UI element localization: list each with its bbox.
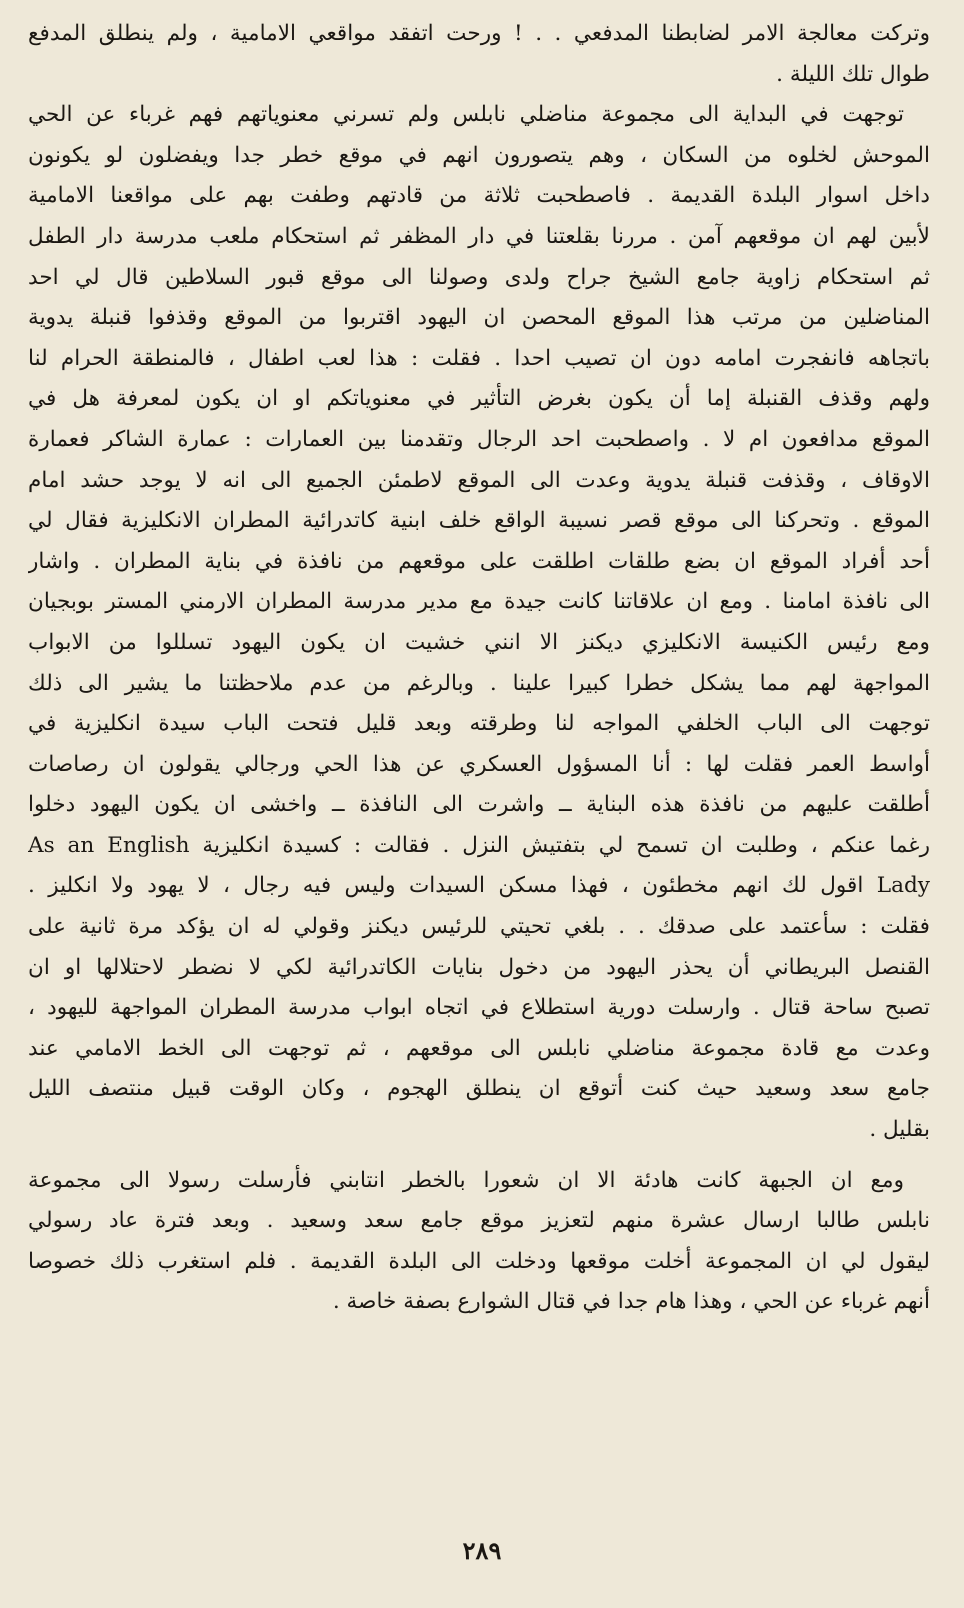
text-line: أنهم غرباء عن الحي ، وهذا هام جدا في قتال الشوارع بصفة خاصة . (332, 1289, 930, 1315)
text-line: الاوقاف ، وقذفت قنبلة يدوية وعدت الى الموقع لاطمئن الجميع الى انه لا يوجد حشد امام (28, 467, 930, 493)
text-line: داخل اسوار البلدة القديمة . فاصطحبت ثلاثة من قادتهم وطفت بهم على مواقعنا الامامية (28, 183, 930, 209)
text-line: طوال تلك الليلة . (776, 61, 930, 87)
text-line: المواجهة لهم مما يشكل خطرا كبيرا علينا . وبالرغم من عدم ملاحظتنا ما يشير الى ذلك (28, 670, 930, 696)
text-line: ثم استحكام زاوية جامع الشيخ جراح ولدى وصولنا الى موقع قبور السلاطين قال لي احد (28, 264, 930, 290)
page-number: ٢٨٩ (462, 1536, 502, 1565)
text-line: الموقع . وتحركنا الى موقع قصر نسيبة الواقع خلف ابنية كاتدرائية المطران الانكليزية فقال لي (28, 508, 930, 534)
text-line: توجهت في البداية الى مجموعة مناضلي نابلس ولم تسرني معنوياتهم فهم غرباء عن الحي (28, 102, 904, 128)
text-line: ليقول لي ان المجموعة أخلت موقعها ودخلت الى البلدة القديمة . فلم استغرب ذلك خصوصا (28, 1248, 930, 1274)
text-line: المناضلين من مرتب هذا الموقع المحصن ان اليهود اقتربوا من الموقع وقذفوا قنبلة يدوية (28, 305, 930, 331)
paragraph-spacer (28, 1151, 930, 1161)
text-line: القنصل البريطاني أن يحذر اليهود من دخول بنايات الكاتدرائية لكي لا نضطر لاحتلالها او ان (28, 954, 930, 980)
text-line: ومع ان الجبهة كانت هادئة الا ان شعورا بالخطر انتابني فأرسلت رسولا الى مجموعة (28, 1167, 904, 1193)
text-line: جامع سعد وسعيد حيث كنت أتوقع ان ينطلق الهجوم ، وكان الوقت قبيل منتصف الليل (28, 1076, 930, 1102)
text-line: الموقع مدافعون ام لا . واصطحبت احد الرجال وتقدمنا بين العمارات : عمارة الشاكر فعمارة (28, 426, 930, 452)
text-line: بقليل . (869, 1117, 930, 1143)
page-body-text (28, 14, 930, 1323)
text-line: الموحش لخلوه من السكان ، وهم يتصورون انهم في موقع خطر جدا ويفضلون لو يكونون (28, 142, 930, 168)
text-line: ولهم وقذف القنبلة إما أن يكون بغرض التأثير في معنوياتكم او ان يكون لمعرفة هل في (28, 386, 930, 412)
text-line: أحد أفراد الموقع ان بضع طلقات اطلقت على موقعهم من نافذة في بناية المطران . واشار (28, 548, 930, 574)
text-line: وتركت معالجة الامر لضابطنا المدفعي . . ! ورحت اتفقد مواقعي الامامية ، ولم ينطلق المدفع (28, 21, 930, 46)
text-line: نابلس طالبا ارسال عشرة منهم لتعزيز موقع جامع سعد وسعيد . وبعد فترة عاد رسولي (28, 1208, 930, 1234)
text-line: وعدت مع قادة مجموعة مناضلي نابلس الى موقعهم ، ثم توجهت الى الخط الامامي عند (28, 1035, 930, 1061)
text-line: باتجاهه فانفجرت امامه دون ان تصيب احدا . فقلت : هذا لعب اطفال ، فالمنطقة الحرام لنا (28, 345, 930, 371)
paragraph-3 (28, 1161, 930, 1323)
text-line: توجهت الى الباب الخلفي المواجه لنا وطرقته وبعد قليل فتحت الباب سيدة انكليزية في (28, 711, 930, 737)
text-line: أواسط العمر فقلت لها : أنا المسؤول العسكري عن هذا الحي ورجالي يقولون ان رصاصات (28, 751, 930, 777)
text-line: ومع رئيس الكنيسة الانكليزي ديكنز الا انني خشيت ان يكون اليهود تسللوا من الابواب (28, 629, 930, 655)
text-line: لأبين لهم ان موقعهم آمن . مررنا بقلعتنا في دار المظفر ثم استحكام ملعب مدرسة دار الطفل (28, 223, 930, 249)
paragraph-1 (28, 14, 930, 95)
text-line: تصبح ساحة قتال . وارسلت دورية استطلاع في اتجاه ابواب مدرسة المطران المواجهة لليهود ، (28, 995, 930, 1021)
paragraph-2 (28, 95, 930, 1150)
text-line: أطلقت عليهم من نافذة هذه البناية ــ واشرت الى النافذة ــ واخشى ان يكون اليهود دخلوا (28, 792, 930, 818)
text-line: فقلت : سأعتمد على صدقك . . بلغي تحيتي للرئيس ديكنز وقولي له ان يؤكد مرة ثانية على (28, 914, 930, 940)
text-line: الى نافذة امامنا . ومع ان علاقاتنا كانت جيدة مع مدير مدرسة المطران الارمني المستر بوبجيان (28, 589, 930, 615)
text-line: Lady اقول لك انهم مخطئون ، فهذا مسكن السيدات وليس فيه رجال ، لا يهود ولا انكليز . (28, 873, 930, 899)
text-line: رغما عنكم ، وطلبت ان تسمح لي بتفتيش النزل . فقالت : كسيدة انكليزية As an English (28, 832, 930, 858)
